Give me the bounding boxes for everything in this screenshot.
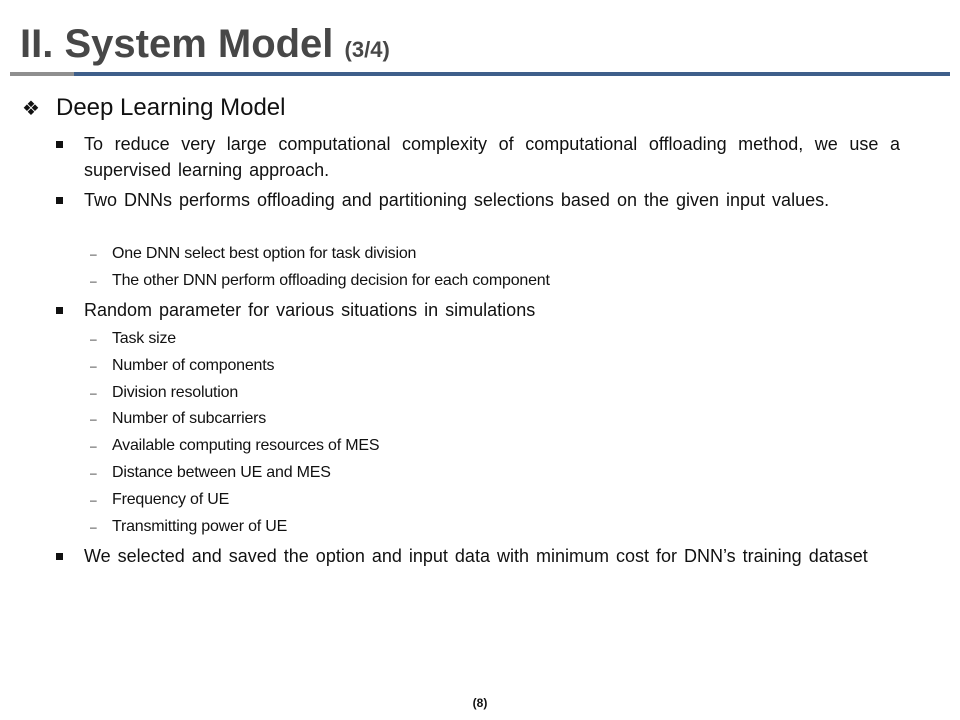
sub-bullet-item	[90, 436, 379, 456]
sub-bullet-text: Transmitting power of UE	[112, 518, 288, 535]
bullet-item	[56, 543, 900, 569]
square-bullet-icon	[56, 197, 63, 204]
sub-bullet-text: One DNN select best option for task division	[112, 245, 417, 262]
dash-bullet-icon: –	[90, 466, 97, 480]
bullet-item	[56, 131, 900, 183]
square-bullet-icon	[56, 553, 63, 560]
dash-bullet-icon: –	[90, 520, 97, 534]
section-heading	[22, 94, 286, 122]
bullet-text: Random parameter for various situations in simulations	[84, 300, 536, 320]
sub-bullet-item	[90, 517, 287, 537]
sub-bullet-text: Distance between UE and MES	[112, 464, 331, 481]
title-rule-blue	[74, 72, 950, 76]
dash-bullet-icon: –	[90, 439, 97, 453]
sub-bullet-item	[90, 271, 550, 291]
sub-bullet-item	[90, 329, 176, 349]
dash-bullet-icon: –	[90, 332, 97, 346]
title-rule-gray	[10, 72, 74, 76]
square-bullet-icon	[56, 141, 63, 148]
sub-bullet-text: The other DNN perform offloading decision for each component	[112, 272, 550, 289]
dash-bullet-icon: –	[90, 493, 97, 507]
sub-bullet-text: Number of components	[112, 357, 275, 374]
bullet-text: Two DNNs performs offloading and partitioning selections based on the given input values.	[84, 190, 830, 210]
title-main: II. System Model	[20, 22, 334, 66]
diamond-bullet-icon: ❖	[22, 98, 40, 120]
page-number: (8)	[472, 696, 488, 710]
sub-bullet-text: Division resolution	[112, 384, 239, 401]
sub-bullet-item	[90, 463, 331, 483]
slide-title	[20, 22, 390, 67]
bullet-item	[56, 297, 900, 323]
sub-bullet-text: Available computing resources of MES	[112, 437, 380, 454]
heading-text: Deep Learning Model	[56, 94, 286, 121]
sub-bullet-item	[90, 244, 416, 264]
dash-bullet-icon: –	[90, 359, 97, 373]
title-sub: (3/4)	[344, 37, 390, 62]
sub-bullet-item	[90, 356, 274, 376]
sub-bullet-item	[90, 490, 229, 510]
dash-bullet-icon: –	[90, 386, 97, 400]
bullet-item	[56, 187, 900, 213]
sub-bullet-item	[90, 383, 238, 403]
dash-bullet-icon: –	[90, 274, 97, 288]
dash-bullet-icon: –	[90, 412, 97, 426]
sub-bullet-item	[90, 409, 266, 429]
square-bullet-icon	[56, 307, 63, 314]
sub-bullet-text: Task size	[112, 330, 176, 347]
sub-bullet-text: Number of subcarriers	[112, 410, 267, 427]
dash-bullet-icon: –	[90, 247, 97, 261]
sub-bullet-text: Frequency of UE	[112, 491, 230, 508]
bullet-text: We selected and saved the option and input data with minimum cost for DNN’s training dataset	[84, 546, 868, 566]
bullet-text: To reduce very large computational complexity of computational offloading method, we use a supervised learning approach.	[84, 134, 900, 180]
